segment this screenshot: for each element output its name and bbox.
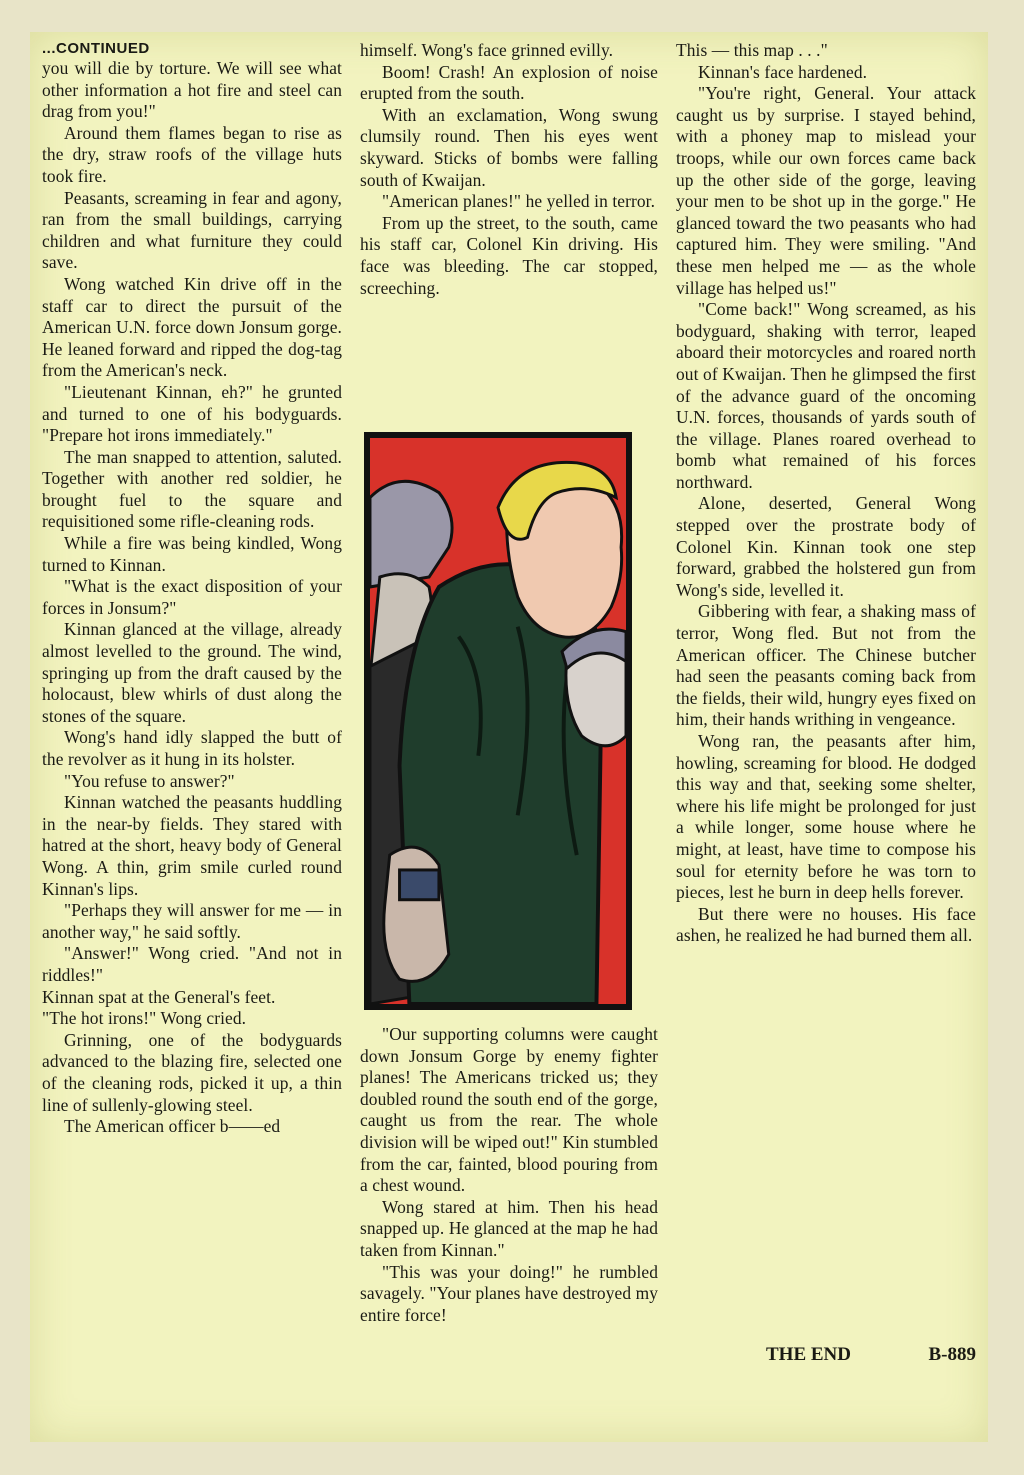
paragraph: The man snapped to attention, saluted. Together with another red soldier, he brought fuel to the square and requisitioned some rifle-cleaning rods. bbox=[42, 446, 342, 532]
paragraph: Kinnan watched the peasants huddling in the near-by fields. They stared with hatred at the short, heavy body of General Wong. A thin, grim smile curled round Kinnan's lips. bbox=[42, 792, 342, 899]
paragraph: "Lieutenant Kinnan, eh?" he grunted and turned to one of his bodyguards. "Prepare hot irons immediately." bbox=[42, 381, 342, 446]
paragraph: himself. Wong's face grinned evilly. bbox=[360, 40, 614, 60]
paragraph: Boom! Crash! An explosion of noise erupted from the south. bbox=[360, 61, 658, 104]
paragraph: you will die by torture. We will see what other information a hot fire and steel can drag from you!" bbox=[42, 58, 342, 122]
paragraph: "Our supporting columns were caught down Jonsum Gorge by enemy fighter planes! The Americans tricked us; they doubled round the south end of the gorge, caught us from the rear. The whole division will be wiped out!" Kin stumbled from the car, fainted, blood pouring from a chest wound. bbox=[360, 1024, 658, 1196]
paragraph: The American officer b——ed bbox=[64, 1116, 281, 1137]
comic-illustration-panel bbox=[364, 432, 632, 1010]
paragraph: "The hot irons!" Wong cried. bbox=[42, 1008, 247, 1029]
paragraph: "Answer!" Wong cried. "And not in riddles!" bbox=[42, 943, 342, 985]
paragraph: Kinnan spat at the General's feet. bbox=[42, 986, 276, 1007]
paragraph: This — this map . . ." bbox=[676, 40, 828, 60]
paragraph: Peasants, screaming in fear and agony, ran from the small buildings, carrying children and what furniture they could save. bbox=[42, 187, 342, 273]
paragraph: With an exclamation, Wong swung clumsily round. Then his eyes went skyward. Sticks of bombs were falling south of Kwaijan. bbox=[360, 104, 658, 190]
paragraph: Grinning, one of the bodyguards advanced to the blazing fire, selected one of the cleaning rods, picked it up, a thin line of sullenly-glowing steel. bbox=[42, 1029, 342, 1115]
text-column-1 bbox=[42, 40, 342, 1138]
paragraph: "What is the exact disposition of your forces in Jonsum?" bbox=[42, 576, 342, 618]
paragraph: Kinnan glanced at the village, already almost levelled to the ground. The wind, springing up from the draft caused by the holocaust, blew whirls of dust along the stones of the square. bbox=[42, 619, 342, 726]
paragraph: "American planes!" he yelled in terror. bbox=[382, 191, 656, 212]
paragraph: Wong's hand idly slapped the butt of the revolver as it hung in its holster. bbox=[42, 727, 342, 769]
story-page bbox=[30, 32, 988, 1442]
paragraph: Wong stared at him. Then his head snapped up. He glanced at the map he had taken from Kinnan." bbox=[360, 1196, 658, 1260]
hand-holding-gun bbox=[384, 847, 449, 981]
soldier-illustration bbox=[370, 438, 626, 1004]
paragraph: "Perhaps they will answer for me — in another way," he said softly. bbox=[42, 900, 342, 942]
paragraph: "You're right, General. Your attack caught us by surprise. I stayed behind, with a phoney map to mislead your troops, while our own forces came back up the other side of the gorge, leaving your men to be shot up in the gorge." He glanced toward the two peasants who had captured him. They were smiling. "And these men helped me — as the whole village has helped us!" bbox=[676, 83, 976, 298]
text-column-2-bottom bbox=[360, 1024, 658, 1326]
paragraph: Wong watched Kin drive off in the staff car to direct the pursuit of the American U.N. force down Jonsum gorge. He leaned forward and ripped the dog-tag from the American's neck. bbox=[42, 273, 342, 381]
paragraph: Alone, deserted, General Wong stepped over the prostrate body of Colonel Kin. Kinnan took one step forward, grabbed the holstered gun from Wong's side, levelled it. bbox=[676, 493, 976, 600]
paragraph: Gibbering with fear, a shaking mass of terror, Wong fled. But not from the American officer. The Chinese butcher had seen the peasants coming back from the fields, their wild, hungry eyes fixed on him, their hands writhing in vengeance. bbox=[676, 601, 976, 730]
paragraph: "Come back!" Wong screamed, as his bodyguard, shaking with terror, leaped aboard their motorcycles and roared north out of Kwaijan. Then he glimpsed the first of the advance guard of the oncoming U.N. forces, thousands of yards south of the village. Planes roared overhead to bomb what remained of his forces northward. bbox=[676, 299, 976, 492]
paragraph: Around them flames began to rise as the dry, straw roofs of the village huts took fire. bbox=[42, 122, 342, 186]
story-code: B-889 bbox=[928, 1344, 976, 1365]
text-column-3 bbox=[676, 40, 976, 947]
paragraph: Kinnan's face hardened. bbox=[698, 61, 868, 82]
continued-label: ...CONTINUED bbox=[42, 40, 150, 57]
text-column-2 bbox=[360, 40, 658, 1325]
paragraph: "You refuse to answer?" bbox=[64, 770, 235, 791]
paragraph: But there were no houses. His face ashen, he realized he had burned them all. bbox=[676, 903, 976, 946]
paragraph: From up the street, to the south, came his staff car, Colonel Kin driving. His face was bleeding. The car stopped, screeching. bbox=[360, 212, 658, 298]
pistol bbox=[400, 870, 439, 900]
paragraph: "This was your doing!" he rumbled savagely. "Your planes have destroyed my entire force! bbox=[360, 1261, 658, 1325]
the-end-label: THE END bbox=[766, 1344, 851, 1365]
paragraph: Wong ran, the peasants after him, howling, screaming for blood. He dodged this way and that, seeking some shelter, where his life might be prolonged for just a while longer, some house where he might, at least, have time to compose his soul for eternity before he was torn to pieces, lest he burn in deep hells forever. bbox=[676, 731, 976, 903]
paragraph: While a fire was being kindled, Wong turned to Kinnan. bbox=[42, 533, 342, 575]
